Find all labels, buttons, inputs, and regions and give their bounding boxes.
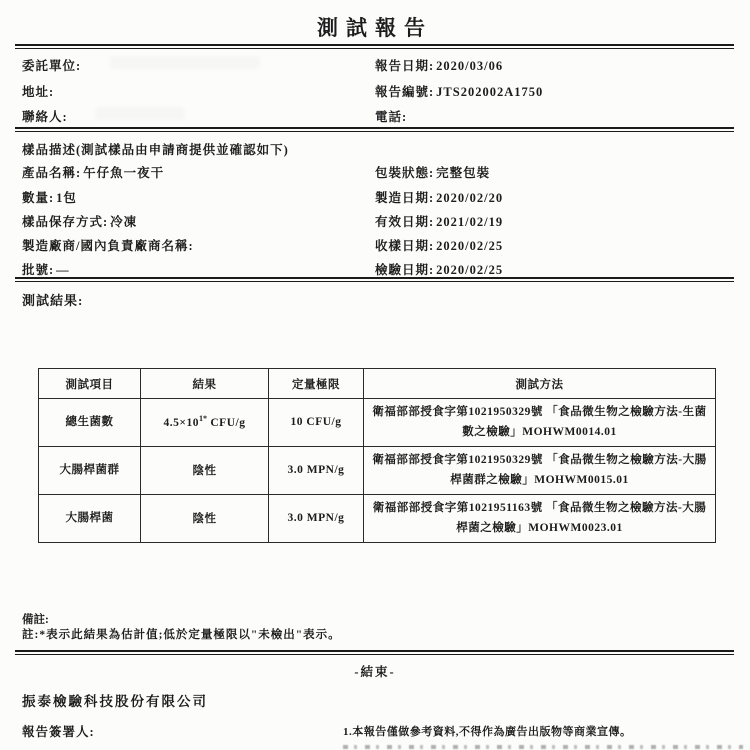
package-condition-value: 完整包裝 [436, 166, 491, 180]
field-address [22, 82, 56, 100]
table-row [39, 399, 716, 447]
storage-method-value: 冷凍 [110, 215, 138, 229]
report-number-value: JTS202002A1750 [436, 85, 544, 99]
divider-header [15, 127, 734, 132]
method-cell: 衛福部部授食字第1021950329號 「食品微生物之檢驗方法-大腸桿菌群之檢驗」MOHWM0015.01 [364, 447, 716, 495]
receipt-date-value: 2020/02/25 [436, 239, 504, 253]
cutoff-text-line [343, 745, 743, 749]
manufacturer-label: 製造廠商/國內負責廠商名稱: [22, 239, 194, 253]
batch-number-value: — [56, 263, 70, 277]
field-expiry-date [375, 212, 503, 230]
sample-section-heading: 樣品描述(測試樣品由申請商提供並確認如下) [22, 143, 289, 157]
limit-cell: 10 CFU/g [269, 399, 364, 447]
field-quantity [22, 188, 77, 206]
field-client [22, 56, 83, 74]
col-header-result: 結果 [141, 369, 269, 399]
client-label: 委託單位: [22, 59, 82, 73]
result-unit: CFU/g [206, 416, 246, 429]
field-product-name [22, 163, 164, 181]
receipt-date-label: 收樣日期: [375, 239, 435, 253]
method-cell: 衛福部部授食字第1021951163號 「食品微生物之檢驗方法-大腸桿菌之檢驗」MOHWM0023.01 [364, 495, 716, 543]
end-marker: -結束- [354, 665, 396, 679]
test-item-cell: 總生菌數 [39, 399, 141, 447]
test-date-label: 檢驗日期: [375, 263, 435, 277]
table-row [39, 495, 716, 543]
field-package-condition [375, 163, 490, 181]
table-row [39, 447, 716, 495]
remarks-note: 註:*表示此結果為估計值;低於定量極限以"未檢出"表示。 [22, 629, 341, 641]
method-cell: 衛福部部授食字第1021950329號 「食品微生物之檢驗方法-生菌數之檢驗」MOHWM0014.01 [364, 399, 716, 447]
manufacture-date-value: 2020/02/20 [436, 191, 504, 205]
package-condition-label: 包裝狀態: [375, 166, 435, 180]
limit-cell: 3.0 MPN/g [269, 447, 364, 495]
contact-label: 聯絡人: [22, 110, 68, 124]
col-header-quantitation-limit: 定量極限 [269, 369, 364, 399]
result-value: 4.5×10 [163, 416, 199, 429]
field-contact [22, 107, 70, 125]
result-cell [141, 447, 269, 495]
quantity-label: 數量: [22, 191, 55, 205]
results-table [38, 368, 716, 543]
report-signer-label: 報告簽署人: [22, 725, 95, 739]
field-batch-number [22, 260, 70, 278]
field-report-number [375, 82, 543, 100]
limit-cell: 3.0 MPN/g [269, 495, 364, 543]
divider-bottom [15, 650, 734, 655]
field-receipt-date [375, 236, 503, 254]
field-test-date [375, 260, 503, 278]
table-header-row [39, 369, 716, 399]
redaction-patch [110, 56, 260, 69]
report-number-label: 報告編號: [375, 85, 435, 99]
report-date-value: 2020/03/06 [436, 59, 504, 73]
test-date-value: 2020/02/25 [436, 263, 504, 277]
field-manufacturer [22, 236, 196, 254]
disclaimer-note-1: 1.本報告僅做參考資料,不得作為廣告出版物等商業宣傳。 [343, 726, 632, 738]
address-label: 地址: [22, 85, 55, 99]
field-manufacture-date [375, 188, 503, 206]
quantity-value: 1包 [56, 191, 77, 205]
divider-sample [15, 277, 734, 282]
divider-top [15, 44, 734, 49]
batch-number-label: 批號: [22, 263, 55, 277]
field-report-date [375, 56, 503, 74]
result-cell [141, 495, 269, 543]
product-name-value: 午仔魚一夜干 [83, 166, 165, 180]
result-superscript: 1* [198, 413, 207, 423]
redaction-patch [95, 107, 185, 120]
col-header-test-method: 測試方法 [364, 369, 716, 399]
report-title: 測試報告 [317, 16, 433, 40]
manufacture-date-label: 製造日期: [375, 191, 435, 205]
remarks-heading: 備註: [22, 614, 49, 626]
results-heading: 測試結果: [22, 293, 84, 308]
field-phone [375, 107, 409, 125]
field-storage-method [22, 212, 137, 230]
product-name-label: 產品名稱: [22, 166, 82, 180]
col-header-test-item: 測試項目 [39, 369, 141, 399]
test-item-cell: 大腸桿菌群 [39, 447, 141, 495]
phone-label: 電話: [375, 110, 408, 124]
storage-method-label: 樣品保存方式: [22, 215, 109, 229]
expiry-date-value: 2021/02/19 [436, 215, 504, 229]
result-value: 陰性 [192, 464, 217, 477]
laboratory-company-name: 振泰檢驗科技股份有限公司 [22, 694, 208, 709]
test-item-cell: 大腸桿菌 [39, 495, 141, 543]
result-value: 陰性 [192, 512, 217, 525]
report-date-label: 報告日期: [375, 59, 435, 73]
expiry-date-label: 有效日期: [375, 215, 435, 229]
result-cell [141, 399, 269, 447]
